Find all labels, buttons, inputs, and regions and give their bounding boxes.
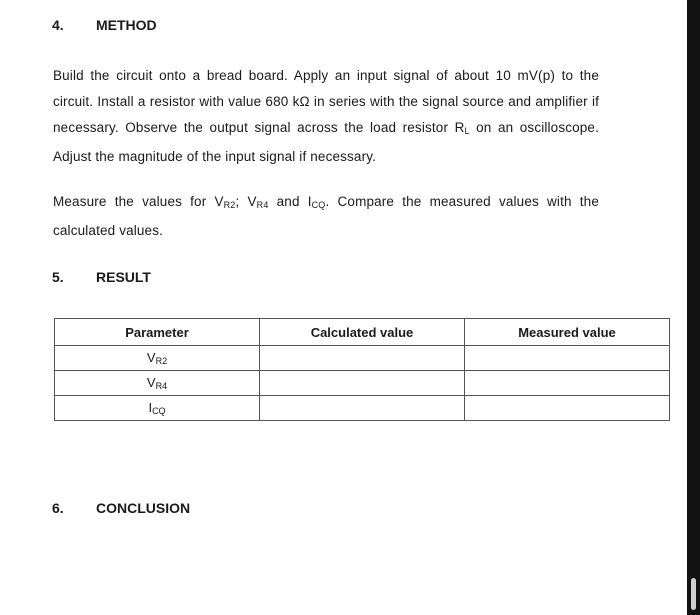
header-parameter: Parameter [55, 319, 260, 346]
parameter-subscript: R2 [155, 356, 168, 366]
calculated-cell[interactable] [260, 396, 465, 421]
conclusion-number: 6. [52, 500, 64, 516]
measure-text-3: and I [268, 194, 312, 209]
conclusion-heading [52, 500, 190, 516]
calculated-cell[interactable] [260, 346, 465, 371]
parameter-cell [55, 346, 260, 371]
table-row [55, 396, 670, 421]
conclusion-title: CONCLUSION [96, 500, 191, 516]
header-measured: Measured value [465, 319, 670, 346]
measured-cell[interactable] [465, 396, 670, 421]
method-paragraph1-text: Build the circuit onto a bread board. Apply an input signal of about 10 mV(p) to the circuit. Install a resistor with value 680 kΩ in series with the signal source and amplifier if necessary. Observe the output signal across the load resistor R [53, 68, 599, 135]
icq-subscript: CQ [311, 200, 326, 210]
measure-text-4: . Compare the measured values with the calculated values. [53, 194, 599, 238]
parameter-cell [55, 371, 260, 396]
measure-text-1: Measure the values for V [53, 194, 224, 209]
load-resistor-subscript: L [464, 126, 470, 136]
results-table [54, 318, 670, 421]
scrollbar-thumb[interactable] [691, 578, 696, 610]
result-number: 5. [52, 269, 64, 285]
parameter-subscript: CQ [152, 406, 166, 416]
method-title: METHOD [96, 17, 157, 33]
vertical-scrollbar[interactable] [687, 0, 700, 615]
measure-paragraph [53, 189, 599, 244]
vr2-subscript: R2 [223, 200, 236, 210]
measured-cell[interactable] [465, 371, 670, 396]
header-calculated: Calculated value [260, 319, 465, 346]
parameter-subscript: R4 [155, 381, 168, 391]
table-header-row [55, 319, 670, 346]
measured-cell[interactable] [465, 346, 670, 371]
method-paragraph1-end: on an oscilloscope. Adjust the magnitude of the input signal if necessary. [53, 120, 599, 164]
method-number: 4. [52, 17, 64, 33]
method-heading [52, 17, 157, 33]
parameter-symbol: V [146, 375, 156, 390]
calculated-cell[interactable] [260, 371, 465, 396]
result-title: RESULT [96, 269, 151, 285]
result-heading [52, 269, 151, 285]
table-row [55, 371, 670, 396]
vr4-subscript: R4 [256, 200, 269, 210]
measure-text-2: ; V [235, 194, 257, 209]
table-row [55, 346, 670, 371]
parameter-symbol: I [148, 400, 153, 415]
parameter-symbol: V [146, 350, 156, 365]
parameter-cell [55, 396, 260, 421]
method-paragraph [53, 63, 599, 170]
